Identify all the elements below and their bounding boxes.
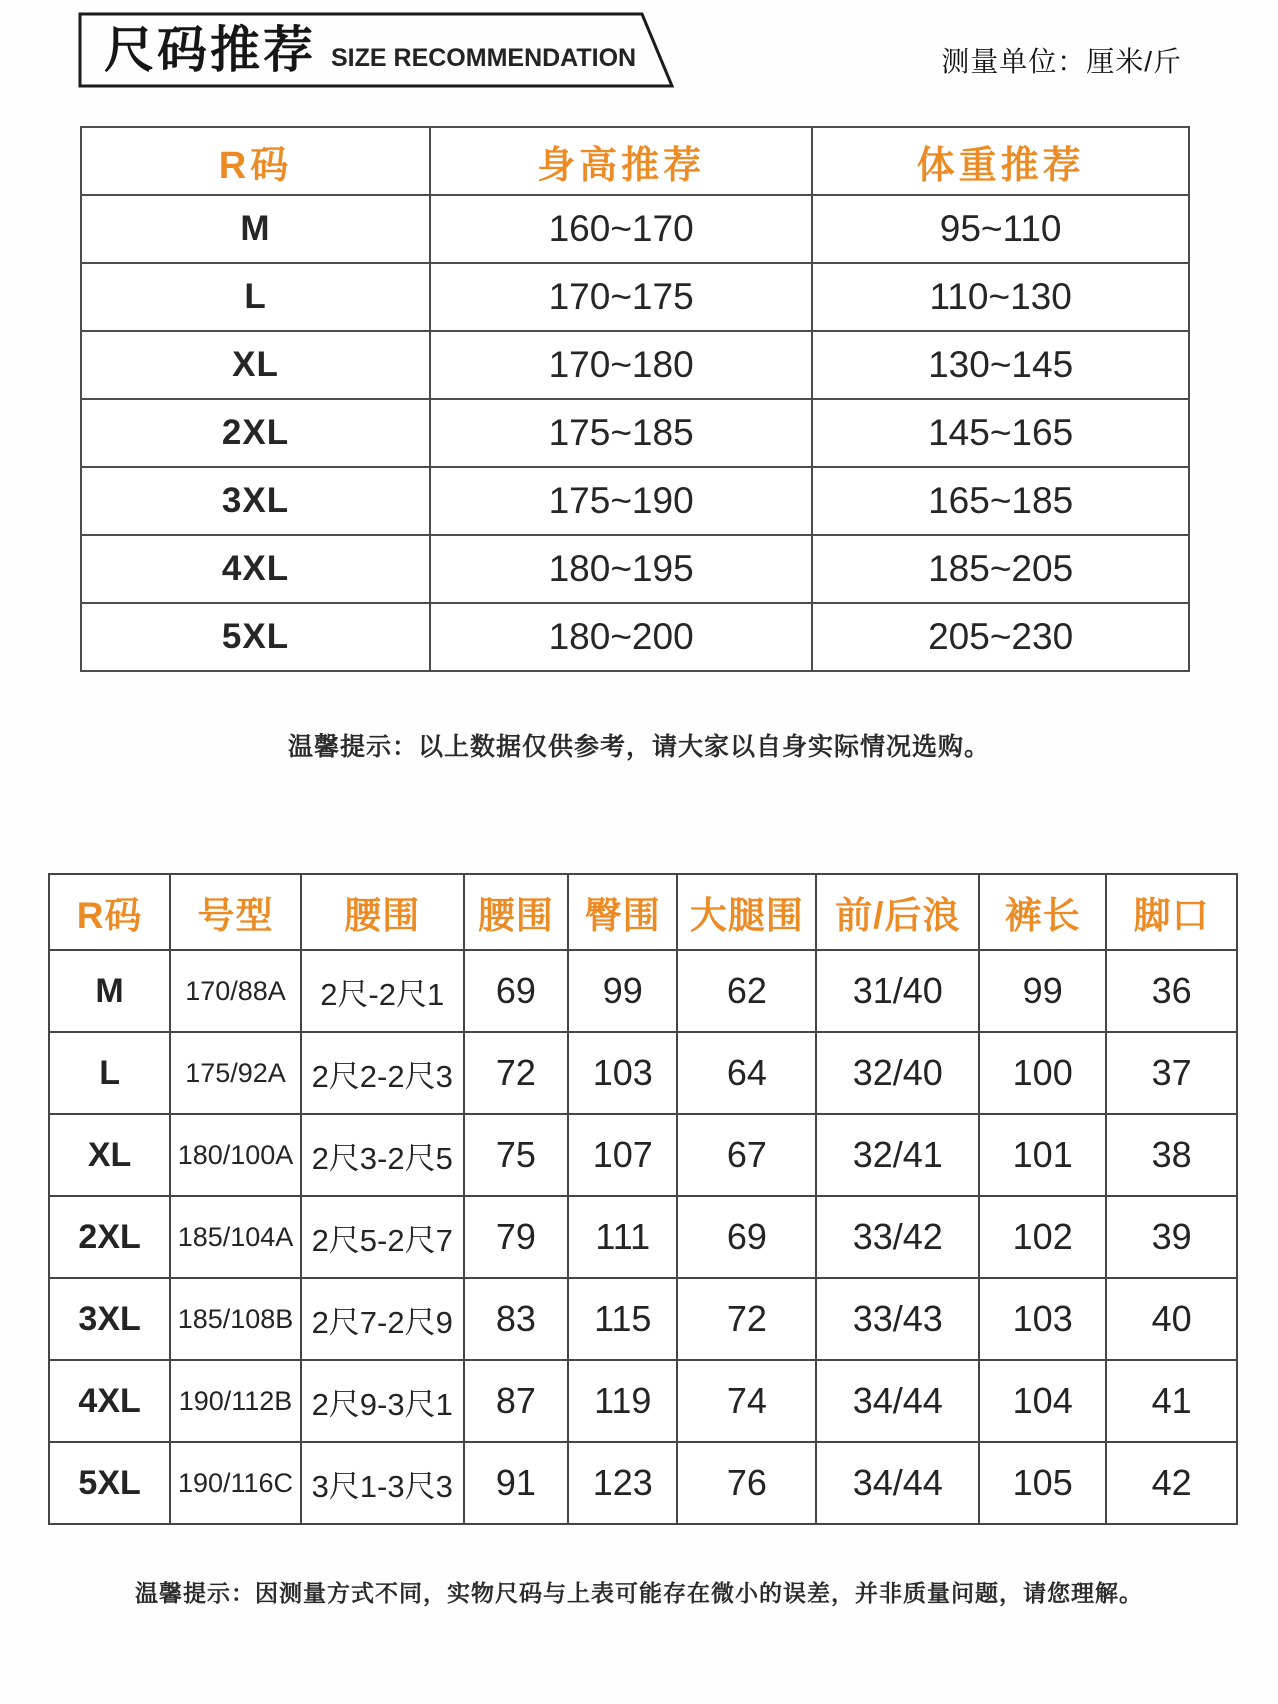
- table-cell: 2尺9-3尺1: [301, 1360, 464, 1442]
- table-cell: 42: [1106, 1442, 1237, 1524]
- table-cell: 3尺1-3尺3: [301, 1442, 464, 1524]
- table-header-cell: 号型: [170, 874, 301, 950]
- table-row: [49, 950, 1237, 1032]
- table-cell: 2尺3-2尺5: [301, 1114, 464, 1196]
- table-cell: 2尺-2尺1: [301, 950, 464, 1032]
- table-cell: 40: [1106, 1278, 1237, 1360]
- table-cell: 87: [464, 1360, 569, 1442]
- table-cell: 190/116C: [170, 1442, 301, 1524]
- table-cell: 5XL: [81, 603, 430, 671]
- table-cell: 99: [979, 950, 1106, 1032]
- table-cell: 31/40: [816, 950, 979, 1032]
- table-cell: 2尺7-2尺9: [301, 1278, 464, 1360]
- table-cell: 185~205: [812, 535, 1189, 603]
- table-header-row: [81, 127, 1189, 195]
- table-header-cell: R码: [49, 874, 170, 950]
- table-cell: L: [49, 1032, 170, 1114]
- table-cell: 175~185: [430, 399, 812, 467]
- table-cell: 130~145: [812, 331, 1189, 399]
- table-row: [49, 1196, 1237, 1278]
- table-cell: 72: [464, 1032, 569, 1114]
- measurement-detail-table: [48, 873, 1238, 1525]
- table-row: [81, 331, 1189, 399]
- table-cell: 175~190: [430, 467, 812, 535]
- table-cell: 69: [677, 1196, 816, 1278]
- table-cell: 170/88A: [170, 950, 301, 1032]
- table-row: [81, 195, 1189, 263]
- table-cell: 83: [464, 1278, 569, 1360]
- table-cell: 95~110: [812, 195, 1189, 263]
- table-cell: 123: [568, 1442, 677, 1524]
- table-cell: 119: [568, 1360, 677, 1442]
- table-cell: 39: [1106, 1196, 1237, 1278]
- table-cell: 160~170: [430, 195, 812, 263]
- table-cell: 4XL: [81, 535, 430, 603]
- table-cell: 62: [677, 950, 816, 1032]
- table-cell: 91: [464, 1442, 569, 1524]
- table-cell: 103: [568, 1032, 677, 1114]
- table-cell: 180~195: [430, 535, 812, 603]
- table-row: [49, 1032, 1237, 1114]
- table-row: [49, 1360, 1237, 1442]
- table-cell: 41: [1106, 1360, 1237, 1442]
- table-cell: 33/42: [816, 1196, 979, 1278]
- table-cell: 37: [1106, 1032, 1237, 1114]
- table-header-cell: 体重推荐: [812, 127, 1189, 195]
- table-row: [81, 399, 1189, 467]
- table-row: [81, 535, 1189, 603]
- table-cell: 76: [677, 1442, 816, 1524]
- table-cell: 32/40: [816, 1032, 979, 1114]
- table-cell: 2XL: [49, 1196, 170, 1278]
- table-cell: 101: [979, 1114, 1106, 1196]
- table-cell: 115: [568, 1278, 677, 1360]
- table-cell: 110~130: [812, 263, 1189, 331]
- table-cell: 180/100A: [170, 1114, 301, 1196]
- table-cell: 185/104A: [170, 1196, 301, 1278]
- table-cell: XL: [49, 1114, 170, 1196]
- table-cell: 79: [464, 1196, 569, 1278]
- page-title: 尺码推荐: [104, 22, 316, 78]
- table-cell: 32/41: [816, 1114, 979, 1196]
- table-cell: 170~180: [430, 331, 812, 399]
- table-header-cell: 脚口: [1106, 874, 1237, 950]
- table-cell: 74: [677, 1360, 816, 1442]
- table-cell: 104: [979, 1360, 1106, 1442]
- table-row: [81, 603, 1189, 671]
- table-cell: 3XL: [81, 467, 430, 535]
- header: [0, 0, 1278, 88]
- table-cell: 38: [1106, 1114, 1237, 1196]
- size-recommendation-table: [80, 126, 1190, 672]
- table-header-cell: 前/后浪: [816, 874, 979, 950]
- title-box: [78, 12, 674, 88]
- table-header-cell: 大腿围: [677, 874, 816, 950]
- table-cell: 33/43: [816, 1278, 979, 1360]
- table-cell: 103: [979, 1278, 1106, 1360]
- table-cell: 67: [677, 1114, 816, 1196]
- table-row: [49, 1114, 1237, 1196]
- table-header-cell: R码: [81, 127, 430, 195]
- table-cell: 34/44: [816, 1360, 979, 1442]
- table-row: [49, 1442, 1237, 1524]
- page-subtitle: SIZE RECOMMENDATION: [331, 43, 637, 72]
- table-cell: 5XL: [49, 1442, 170, 1524]
- table-cell: 105: [979, 1442, 1106, 1524]
- table-cell: 2尺2-2尺3: [301, 1032, 464, 1114]
- table-cell: 3XL: [49, 1278, 170, 1360]
- title-inner: [78, 12, 674, 88]
- table-cell: 205~230: [812, 603, 1189, 671]
- table-header-cell: 裤长: [979, 874, 1106, 950]
- table-cell: 72: [677, 1278, 816, 1360]
- table-cell: 102: [979, 1196, 1106, 1278]
- table-cell: 100: [979, 1032, 1106, 1114]
- table-cell: 64: [677, 1032, 816, 1114]
- table-cell: 69: [464, 950, 569, 1032]
- table-cell: 107: [568, 1114, 677, 1196]
- table-cell: 180~200: [430, 603, 812, 671]
- table-cell: 2XL: [81, 399, 430, 467]
- measurement-unit-label: 测量单位：厘米/斤: [941, 46, 1182, 77]
- table-cell: 4XL: [49, 1360, 170, 1442]
- table-header-cell: 腰围: [464, 874, 569, 950]
- table-header-row: [49, 874, 1237, 950]
- table-cell: 145~165: [812, 399, 1189, 467]
- table-cell: 111: [568, 1196, 677, 1278]
- table-cell: 36: [1106, 950, 1237, 1032]
- table-header-cell: 臀围: [568, 874, 677, 950]
- table-cell: 175/92A: [170, 1032, 301, 1114]
- table-cell: 2尺5-2尺7: [301, 1196, 464, 1278]
- table-cell: M: [81, 195, 430, 263]
- table-cell: 99: [568, 950, 677, 1032]
- table-cell: M: [49, 950, 170, 1032]
- table-row: [81, 467, 1189, 535]
- table-cell: L: [81, 263, 430, 331]
- table-cell: 165~185: [812, 467, 1189, 535]
- table-cell: 34/44: [816, 1442, 979, 1524]
- table-cell: 190/112B: [170, 1360, 301, 1442]
- table-cell: 170~175: [430, 263, 812, 331]
- table-row: [81, 263, 1189, 331]
- table-cell: 75: [464, 1114, 569, 1196]
- table-header-cell: 腰围: [301, 874, 464, 950]
- table-cell: XL: [81, 331, 430, 399]
- table-cell: 185/108B: [170, 1278, 301, 1360]
- detail-table-note: 温馨提示：因测量方式不同，实物尺码与上表可能存在微小的误差，并非质量问题，请您理解。: [135, 1580, 1143, 1606]
- table-row: [49, 1278, 1237, 1360]
- size-table-note: 温馨提示：以上数据仅供参考，请大家以自身实际情况选购。: [287, 733, 990, 761]
- table-header-cell: 身高推荐: [430, 127, 812, 195]
